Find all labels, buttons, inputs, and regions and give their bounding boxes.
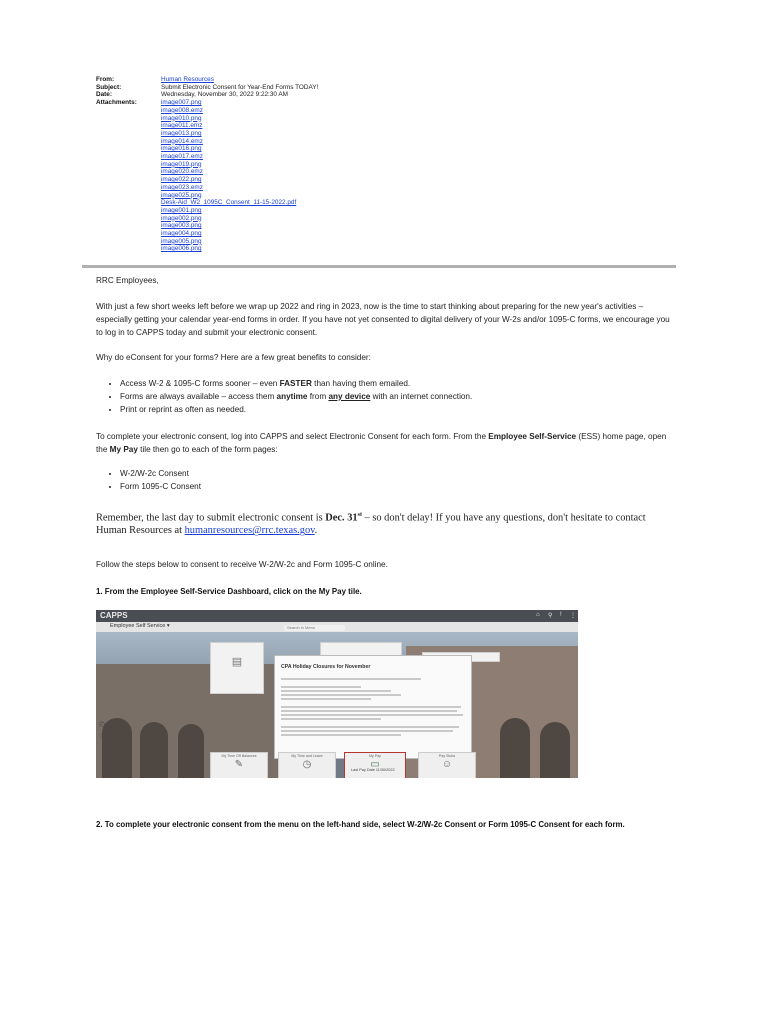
search-icon[interactable]: ⚲ [548, 613, 553, 619]
attachment-link[interactable]: image004.png [161, 230, 202, 238]
attachment-link[interactable]: image011.emz [161, 122, 203, 130]
list-item: • W-2/W-2c Consent [120, 468, 201, 481]
attachment-link[interactable]: image007.png [161, 99, 202, 107]
step-2-heading: 2. To complete your electronic consent from the menu on the left-hand side, select W-2/W-2c Consent or Form 1095-C Consent for each form. [96, 820, 625, 829]
attachment-link[interactable]: image022.png [161, 176, 202, 184]
attachment-link[interactable]: image003.png [161, 222, 202, 230]
attachment-link[interactable]: image023.emz [161, 183, 203, 191]
subject-label: Subject: [96, 83, 122, 91]
form-pages-list [96, 468, 201, 494]
attachment-link[interactable]: image008.emz [161, 106, 203, 114]
favorite-icon[interactable]: ♡ [99, 734, 106, 741]
attachment-link[interactable]: image002.png [161, 214, 202, 222]
attachment-link[interactable]: image010.png [161, 114, 202, 122]
tile-pay-stubs[interactable]: Pay Stubs ☺ [418, 752, 476, 778]
document-card[interactable] [210, 642, 264, 694]
attachment-link[interactable]: image025.png [161, 191, 202, 199]
from-label: From: [96, 76, 115, 83]
menu-search[interactable]: Search in Menu [284, 625, 345, 631]
attachment-link[interactable]: image016.png [161, 145, 202, 153]
attachment-link[interactable]: image005.png [161, 237, 202, 245]
modal-title: CPA Holiday Closures for November [281, 664, 371, 670]
history-icon[interactable]: ◴ [99, 721, 106, 728]
attachment-link[interactable]: image019.png [161, 160, 202, 168]
attachment-link[interactable]: image014.emz [161, 137, 203, 145]
benefits-list [96, 378, 472, 416]
list-item: • Forms are always available – access them anytime from any device with an internet connection. [120, 391, 472, 404]
clipboard-icon: ✎ [234, 759, 244, 770]
date-row [96, 91, 318, 99]
menu-icon[interactable]: ⋮ [570, 613, 576, 619]
from-link[interactable]: Human Resources [161, 76, 214, 83]
attachment-link[interactable]: image006.png [161, 245, 202, 253]
attachment-link[interactable]: image020.emz [161, 168, 203, 176]
notification-icon[interactable]: ! [560, 612, 562, 618]
money-icon: ▭ [370, 759, 380, 770]
capps-sub-bar [96, 622, 578, 632]
tile-my-pay[interactable]: My Pay ▭ [344, 752, 406, 778]
holiday-closures-modal [274, 655, 472, 759]
follow-steps-text: Follow the steps below to consent to receive W-2/W-2c and Form 1095-C online. [96, 560, 388, 569]
greeting: RRC Employees, [96, 276, 159, 285]
attachment-link[interactable]: image017.emz [161, 153, 203, 161]
email-link[interactable]: humanresources@rrc.texas.gov [184, 525, 315, 537]
capps-dashboard-screenshot [96, 610, 578, 778]
step-1-heading: 1. From the Employee Self-Service Dashboard, click on the My Pay tile. [96, 587, 362, 596]
subject-value: Submit Electronic Consent for Year-End Forms TODAY! [161, 83, 319, 91]
date-value: Wednesday, November 30, 2022 9:22:30 AM [161, 91, 288, 99]
person-icon: ☺ [441, 759, 453, 770]
attachments-row [96, 99, 318, 253]
capps-top-bar [96, 610, 578, 622]
subject-row [96, 84, 318, 92]
header-divider [82, 265, 676, 268]
capps-logo: CAPPS [100, 611, 128, 620]
attachment-link[interactable]: image001.png [161, 206, 202, 214]
list-item: • Print or reprint as often as needed. [120, 404, 472, 417]
list-item: • Form 1095-C Consent [120, 481, 201, 494]
attachment-link[interactable]: Desk-Aid_W2_1095C_Consent_11-15-2022.pdf [161, 199, 297, 207]
email-header [96, 76, 318, 253]
intro-paragraph: With just a few short weeks left before we wrap up 2022 and ring in 2023, now is the time to start thinking about preparing for the new year's activities – especially getting your calendar year-end forms in order. If you have not yet consented to digital delivery of your W-2s and/or 1095-C forms, we encourage you to log in to CAPPS today and submit your electronic consent. [96, 302, 670, 337]
from-row [96, 76, 318, 84]
last-pay-date: Last Pay Date 11/30/2022 [351, 768, 395, 772]
clock-icon: ◷ [302, 759, 312, 770]
homepage-dropdown[interactable]: Employee Self Service ▾ [110, 623, 170, 629]
attachments-list [161, 99, 296, 253]
attachment-link[interactable]: image013.png [161, 129, 202, 137]
document-icon: ▤ [231, 656, 243, 668]
benefits-intro: Why do eConsent for your forms? Here are a few great benefits to consider: [96, 353, 371, 362]
tile-time-off-balances[interactable]: My Time Off Balances ✎ [210, 752, 268, 778]
tile-time-and-leave[interactable]: My Time and Leave ◷ [278, 752, 336, 778]
reminder-paragraph: Remember, the last day to submit electronic consent is Dec. 31st – so don't delay! If you have any questions, don't hesitate to contact Human Resources at humanresources@rrc.texas.gov. [96, 512, 646, 537]
home-icon[interactable]: ⌂ [536, 612, 540, 618]
attachments-label: Attachments: [96, 99, 137, 107]
list-item: • Access W-2 & 1095-C forms sooner – even FASTER than having them emailed. [120, 378, 472, 391]
date-label: Date: [96, 91, 112, 99]
info-card[interactable] [320, 642, 402, 656]
instructions-paragraph: To complete your electronic consent, log into CAPPS and select Electronic Consent for each form. From the Employee Self-Service (ESS) home page, open the My Pay tile then go to each of the form pages: [96, 432, 667, 454]
